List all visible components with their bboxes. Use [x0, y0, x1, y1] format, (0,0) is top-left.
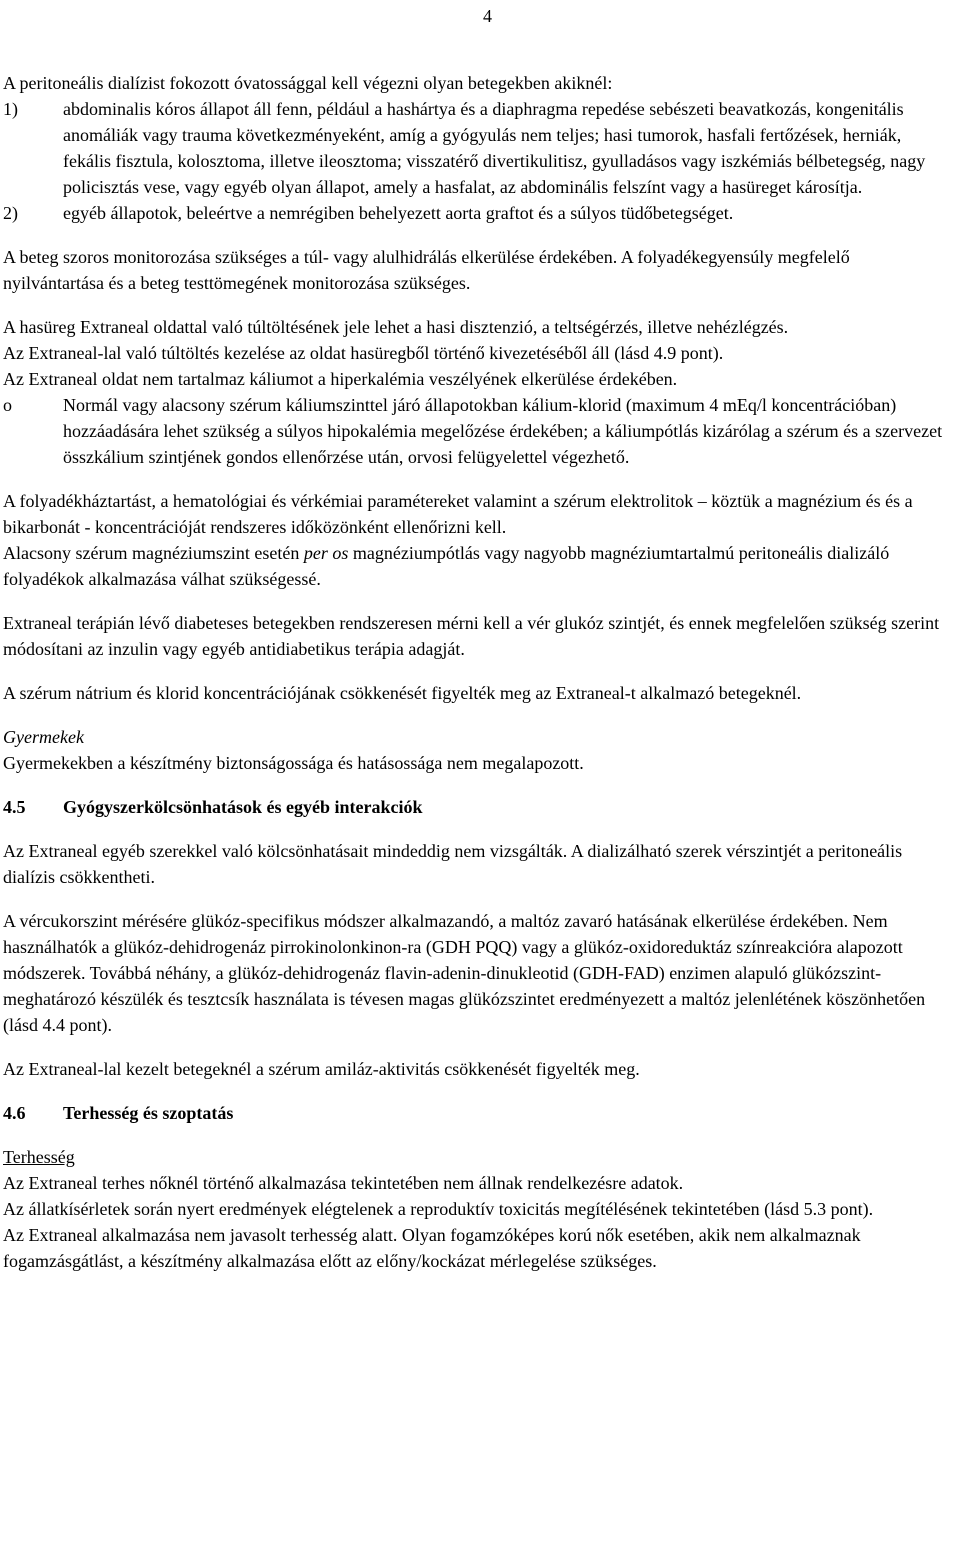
- glucose-paragraph: A vércukorszint mérésére glükóz-specifikus módszer alkalmazandó, a maltóz zavaró hatásának elkerülése érdekében. Nem használhatók a glükóz-dehidrogenáz pirrokinolonkinon-ra (GDH PQQ) vagy a glükóz-oxidoreduktáz színreakcióra alapozott módszerek. Továbbá néhány, a glükóz-dehidrogenáz flavin-adenin-dinukleotid (GDH-FAD) enzimen alapuló glükózszint-meghatározó készülék és tesztcsík használata is tévesen magas glükózszintet eredményezett a maltóz jelenlétének köszönhetően (lásd 4.4 pont).: [3, 911, 926, 1035]
- list-item-number: 2): [3, 203, 18, 223]
- diabetes-paragraph: Extraneal terápián lévő diabeteses betegekben rendszeresen mérni kell a vér glukóz szintjét, és ennek megfelelően szükség szerint módosítani az inzulin vagy egyéb antidiabetikus terápia adagját.: [3, 613, 940, 659]
- pregnancy-subheading: Terhesség: [3, 1147, 75, 1167]
- document-body: [3, 70, 953, 1274]
- list-item-text: egyéb állapotok, beleértve a nemrégiben behelyezett aorta graftot és a súlyos tüdőbetegséget.: [63, 203, 734, 223]
- children-paragraph: Gyermekekben a készítmény biztonságossága és hatásossága nem megalapozott.: [3, 753, 584, 773]
- bullet-text: Normál vagy alacsony szérum káliumszinttel járó állapotokban kálium-klorid (maximum 4 mEq/l koncentrációban) hozzáadására lehet szükség a súlyos hipokalémia megelőzése érdekében; a káliumpótlás kizárólag a szérum és a szervezet összkálium szintjének gondos ellenőrzése után, orvosi felügyelettel végezhető.: [63, 395, 943, 467]
- section-heading-4-5: [3, 794, 953, 820]
- magnesium-text-before: Alacsony szérum magnéziumszint esetén: [3, 543, 304, 563]
- fluid-balance-paragraph: A folyadékháztartást, a hematológiai és vérkémiai paramétereket valamint a szérum elektrolitok – köztük a magnézium és és a bikarbonát - koncentrációját rendszeres időközönként ellenőrizni kell.: [3, 491, 913, 537]
- interaction-paragraph: Az Extraneal egyéb szerekkel való kölcsönhatásait mindeddig nem vizsgálták. A dializálható szerek vérszintjét a peritoneális dialízis csökkentheti.: [3, 841, 903, 887]
- amylase-paragraph: Az Extraneal-lal kezelt betegeknél a szérum amiláz-aktivitás csökkenését figyelték meg.: [3, 1059, 640, 1079]
- list-item: [3, 96, 953, 200]
- per-os-italic: per os: [303, 543, 349, 563]
- list-item-text: abdominalis kóros állapot áll fenn, például a hashártya és a diaphragma repedése sebészeti beavatkozás, kongenitális anomáliák vagy trauma következményeként, amíg a gyógyulás nem teljes; hasi tumorok, hasfali fertőzések, herniák, fekális fisztula, kolosztoma, illetve ileosztoma; visszatérő divertikulitisz, gyulladásos vagy iszkémiás bélbetegség, nagy policisztás vese, vagy egyéb olyan állapot, amely a hasfalat, az abdominális felszínt vagy a hasüreget károsítja.: [63, 99, 926, 197]
- section-number: 4.6: [3, 1103, 26, 1123]
- pregnancy-paragraph-3: Az Extraneal alkalmazása nem javasolt terhesség alatt. Olyan fogamzóképes korú nők esetében, akik nem alkalmaznak fogamzásgátlást, a készítmény alkalmazása előtt az előny/kockázat mérlegelése szükséges.: [3, 1225, 861, 1271]
- page-number: 4: [483, 6, 492, 26]
- pregnancy-paragraph-2: Az állatkísérletek során nyert eredmények elégtelenek a reproduktív toxicitás megítélésének tekintetében (lásd 5.3 pont).: [3, 1199, 874, 1219]
- sodium-paragraph: A szérum nátrium és klorid koncentrációjának csökkenését figyelték meg az Extraneal-t alkalmazó betegeknél.: [3, 683, 802, 703]
- section-number: 4.5: [3, 797, 26, 817]
- intro-paragraph: A peritoneális dialízist fokozott óvatossággal kell végezni olyan betegekben akiknél:: [3, 73, 613, 93]
- bullet-mark: o: [3, 395, 12, 415]
- monitoring-paragraph: A beteg szoros monitorozása szükséges a túl- vagy alulhidrálás elkerülése érdekében. A folyadékegyensúly megfelelő nyilvántartása és a beteg testtömegének monitorozása szükséges.: [3, 247, 850, 293]
- magnesium-text-after: magnéziumpótlás vagy nagyobb magnéziumtartalmú peritoneális dializáló folyadékok alkalmazása válhat szükségessé.: [3, 543, 890, 589]
- list-item: [3, 200, 953, 226]
- potassium-paragraph: Az Extraneal oldat nem tartalmaz káliumot a hiperkalémia veszélyének elkerülése érdekében.: [3, 369, 678, 389]
- pregnancy-paragraph-1: Az Extraneal terhes nőknél történő alkalmazása tekintetében nem állnak rendelkezésre adatok.: [3, 1173, 684, 1193]
- list-item-number: 1): [3, 99, 18, 119]
- section-title: Terhesség és szoptatás: [63, 1103, 234, 1123]
- overfill-treatment-paragraph: Az Extraneal-lal való túltöltés kezelése az oldat hasüregből történő kivezetéséből áll (lásd 4.9 pont).: [3, 343, 724, 363]
- section-heading-4-6: [3, 1100, 953, 1126]
- children-subheading: Gyermekek: [3, 727, 84, 747]
- bullet-item: [3, 392, 953, 470]
- overfill-paragraph: A hasüreg Extraneal oldattal való túltöltésének jele lehet a hasi disztenzió, a teltségérzés, illetve nehézlégzés.: [3, 317, 789, 337]
- magnesium-paragraph: [3, 540, 953, 592]
- section-title: Gyógyszerkölcsönhatások és egyéb interakciók: [63, 797, 423, 817]
